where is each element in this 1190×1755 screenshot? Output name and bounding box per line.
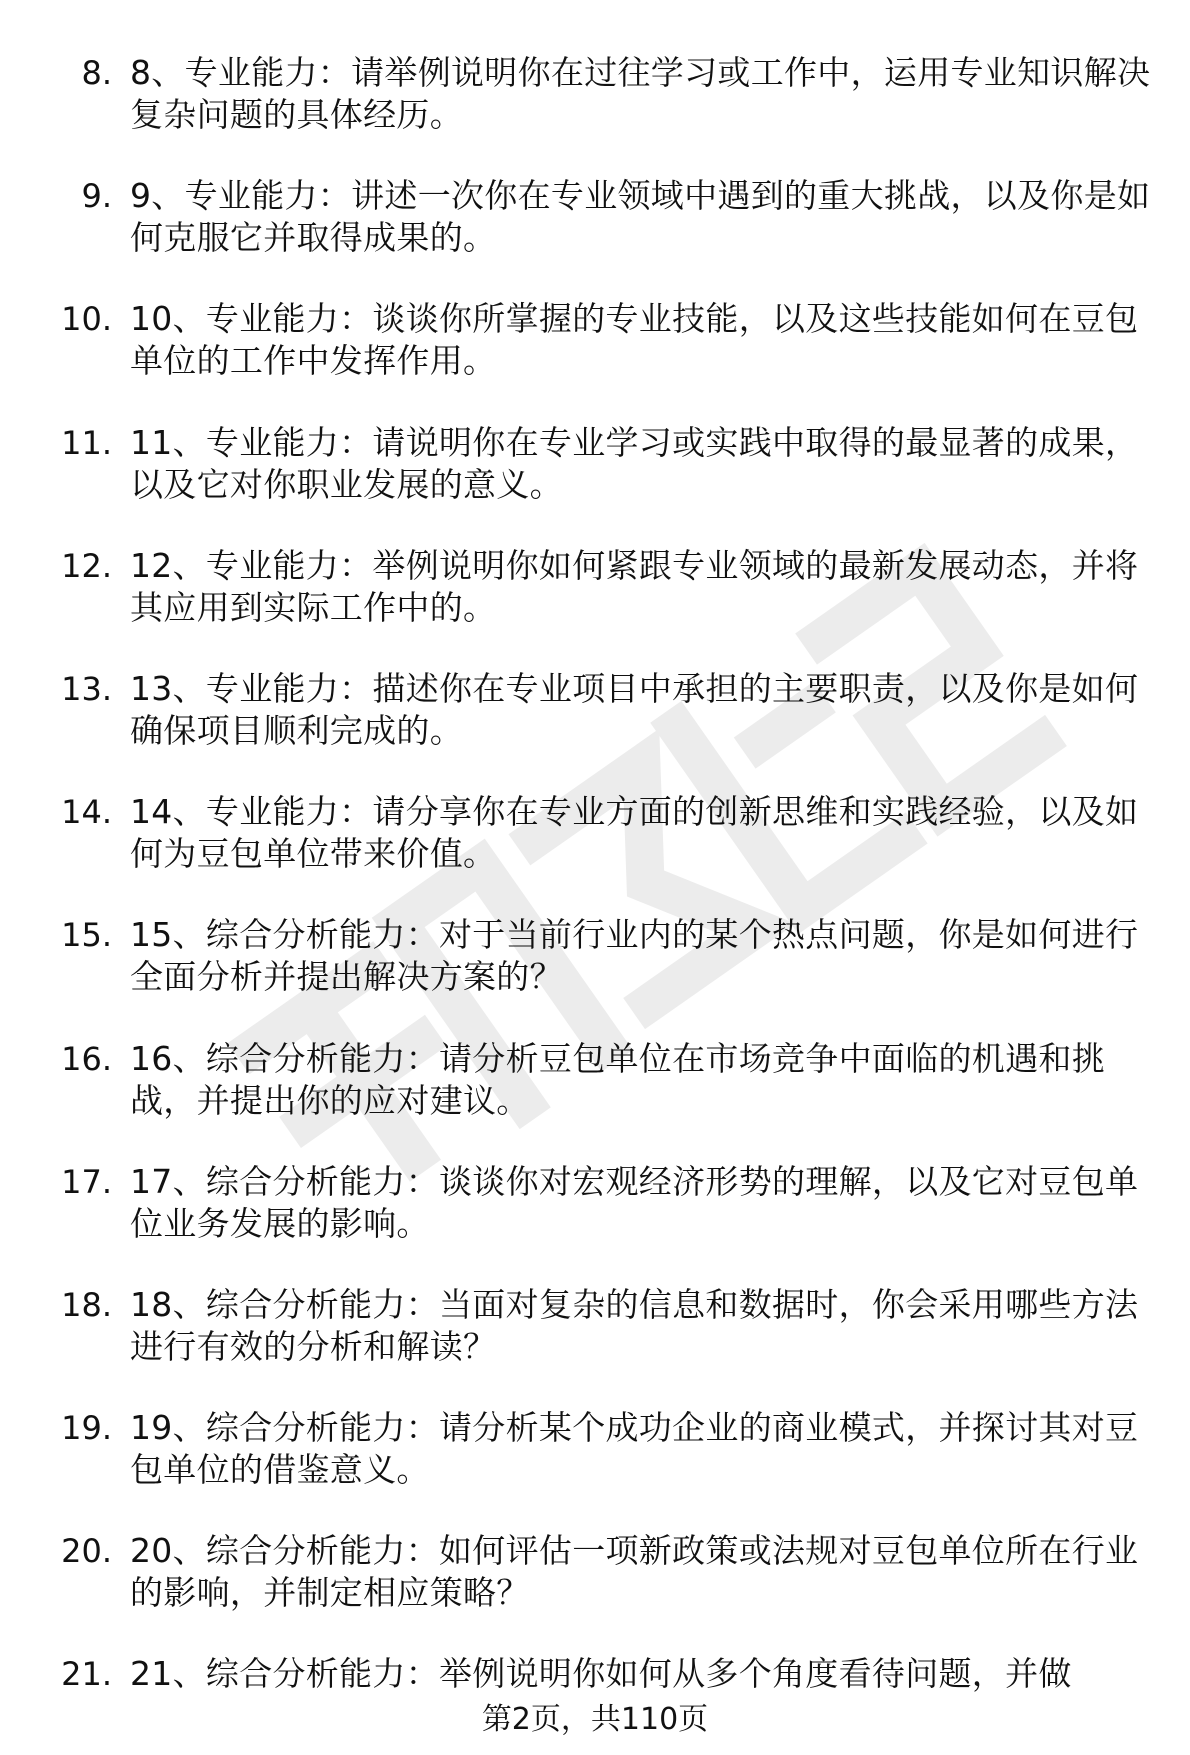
list-item <box>0 668 1190 791</box>
list-item <box>0 1038 1190 1161</box>
list-item <box>0 1284 1190 1407</box>
page-footer: 第2页，共110页 <box>481 1702 709 1737</box>
question-text: 20、综合分析能力：如何评估一项新政策或法规对豆包单位所在行业的影响，并制定相应策略？ <box>130 1531 1139 1613</box>
list-number: 15. <box>61 916 112 955</box>
question-text: 13、专业能力：描述你在专业项目中承担的主要职责，以及你是如何确保项目顺利完成的。 <box>130 668 1139 750</box>
list-item <box>0 791 1190 914</box>
question-text: 14、专业能力：请分享你在专业方面的创新思维和实践经验，以及如何为豆包单位带来价值。 <box>130 792 1139 874</box>
list-number: 21. <box>61 1655 112 1694</box>
list-item <box>0 298 1190 421</box>
list-item <box>0 1407 1190 1530</box>
list-number: 20. <box>61 1532 112 1571</box>
list-item <box>0 422 1190 545</box>
question-text: 9、专业能力：讲述一次你在专业领域中遇到的重大挑战，以及你是如何克服它并取得成果的。 <box>130 176 1151 258</box>
list-item <box>0 52 1190 175</box>
question-text: 11、专业能力：请说明你在专业学习或实践中取得的最显著的成果，以及它对你职业发展的意义。 <box>130 422 1139 504</box>
list-item <box>0 914 1190 1037</box>
question-text: 16、综合分析能力：请分析豆包单位在市场竞争中面临的机遇和挑战，并提出你的应对建议。 <box>130 1038 1105 1120</box>
list-number: 16. <box>61 1039 112 1078</box>
question-text: 17、综合分析能力：谈谈你对宏观经济形势的理解，以及它对豆包单位业务发展的影响。 <box>130 1161 1139 1243</box>
list-number: 12. <box>61 546 112 585</box>
question-text: 8、专业能力：请举例说明你在过往学习或工作中，运用专业知识解决复杂问题的具体经历。 <box>130 53 1151 134</box>
question-text: 21、综合分析能力：举例说明你如何从多个角度看待问题，并做 <box>130 1654 1072 1694</box>
list-number: 9. <box>81 177 112 216</box>
question-text: 12、专业能力：举例说明你如何紧跟专业领域的最新发展动态，并将其应用到实际工作中的。 <box>130 545 1139 627</box>
list-number: 14. <box>61 793 112 832</box>
question-text: 19、综合分析能力：请分析某个成功企业的商业模式，并探讨其对豆包单位的借鉴意义。 <box>130 1408 1139 1490</box>
list-item <box>0 1530 1190 1653</box>
list-item <box>0 545 1190 668</box>
list-number: 10. <box>61 300 112 339</box>
list-number: 19. <box>61 1409 112 1448</box>
question-text: 10、专业能力：谈谈你所掌握的专业技能，以及这些技能如何在豆包单位的工作中发挥作用。 <box>130 299 1139 381</box>
list-number: 13. <box>61 669 112 708</box>
list-number: 18. <box>61 1285 112 1324</box>
question-text: 18、综合分析能力：当面对复杂的信息和数据时，你会采用哪些方法进行有效的分析和解读？ <box>130 1284 1139 1366</box>
question-list <box>0 52 1190 1713</box>
list-number: 11. <box>61 423 112 462</box>
list-number: 17. <box>61 1162 112 1201</box>
list-number: 8. <box>81 54 112 92</box>
list-item <box>0 1161 1190 1284</box>
list-item <box>0 175 1190 298</box>
question-text: 15、综合分析能力：对于当前行业内的某个热点问题，你是如何进行全面分析并提出解决方案的？ <box>130 915 1139 997</box>
